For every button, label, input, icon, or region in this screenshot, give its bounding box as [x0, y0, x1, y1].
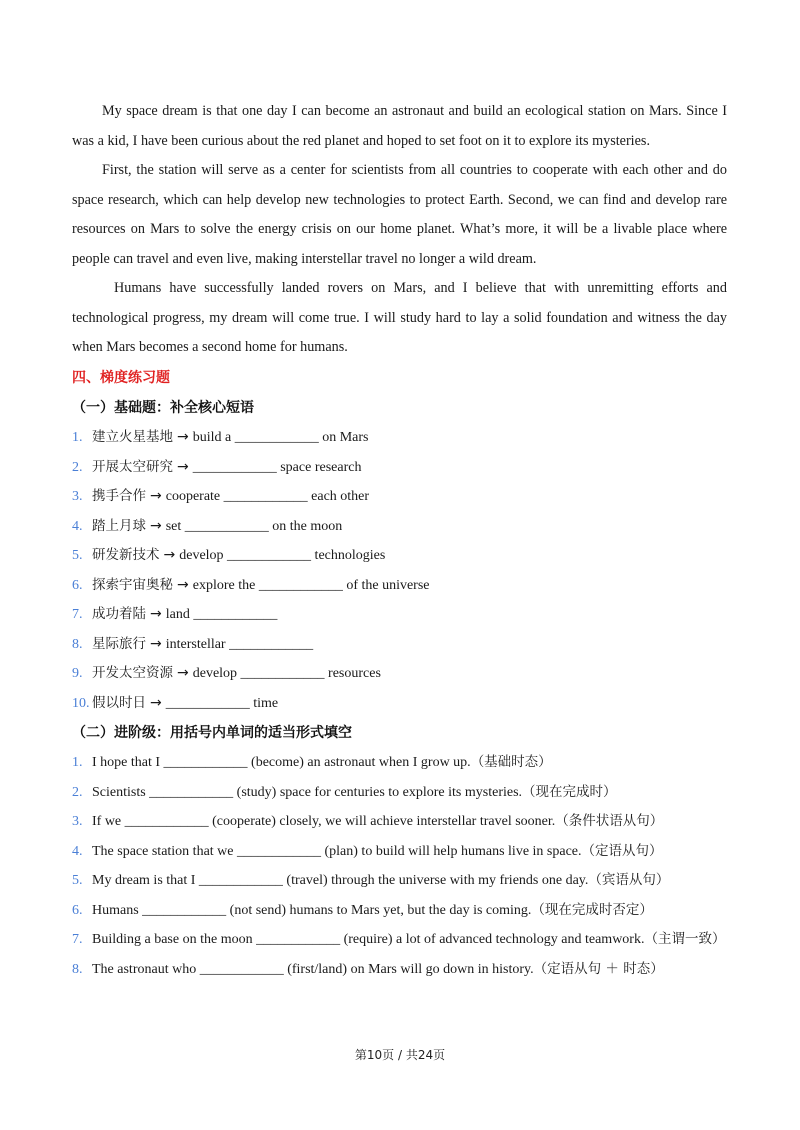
english-phrase: develop ____________ resources — [192, 666, 381, 681]
page-number: 第10页 / 共24页 — [354, 1048, 446, 1062]
list-item — [72, 807, 732, 837]
list-item — [72, 630, 732, 660]
section-title: 四、梯度练习题 — [72, 370, 170, 386]
grammar-note: （主谓一致） — [644, 931, 726, 947]
english-phrase: interstellar ____________ — [165, 636, 314, 652]
item-number: 4. — [72, 518, 83, 534]
english-phrase: ____________ time — [165, 695, 279, 711]
item-number: 10. — [72, 695, 90, 711]
chinese-phrase: 开展太空研究 — [92, 458, 173, 475]
fill-blank-exercise-list — [72, 748, 732, 984]
grammar-note: （基础时态） — [470, 754, 552, 770]
list-item — [72, 866, 732, 896]
grammar-note: （现在完成时） — [522, 783, 617, 800]
sentence-text: The astronaut who ____________ (first/land) on Mars will go down in history. — [92, 961, 534, 977]
arrow-icon: → — [150, 635, 162, 652]
item-number: 4. — [72, 843, 83, 859]
item-number: 7. — [72, 932, 83, 947]
item-number: 8. — [72, 961, 83, 977]
english-phrase: set ____________ on the moon — [165, 518, 343, 534]
sentence-text: If we ____________ (cooperate) closely, we will achieve interstellar travel sooner. — [92, 814, 556, 829]
sentence-text: Building a base on the moon ____________ (require) a lot of advanced technology and teamwork. — [92, 932, 645, 947]
sentence-text: The space station that we ____________ (plan) to build will help humans live in space. — [92, 843, 582, 859]
arrow-icon: → — [163, 547, 176, 563]
essay-paragraph-3: Humans have successfully landed rovers on Mars, and I believe that with unremitting efforts and technological progress, my dream will come true. I will study hard to lay a solid foundation and witness the day when Mars becomes a second home for humans. — [72, 280, 727, 355]
list-item — [72, 837, 732, 867]
part1-title: （一）基础题：补全核心短语 — [72, 400, 254, 416]
list-item — [72, 925, 732, 955]
chinese-phrase: 建立火星基地 — [92, 429, 173, 445]
arrow-icon: → — [177, 665, 189, 681]
chinese-phrase: 探索宇宙奥秘 — [92, 576, 173, 593]
chinese-phrase: 开发太空资源 — [92, 665, 173, 681]
english-phrase: land ____________ — [165, 607, 278, 622]
list-item — [72, 748, 732, 778]
arrow-icon: → — [177, 429, 189, 445]
list-item — [72, 689, 732, 719]
grammar-note: （定语从句） — [581, 842, 663, 859]
list-item — [72, 541, 732, 571]
item-number: 3. — [72, 489, 83, 504]
chinese-phrase: 携手合作 — [92, 488, 146, 504]
item-number: 8. — [72, 636, 83, 652]
item-number: 6. — [72, 902, 83, 918]
english-phrase: build a ____________ on Mars — [192, 430, 369, 445]
chinese-phrase: 踏上月球 — [92, 517, 146, 534]
arrow-icon: → — [150, 517, 162, 534]
chinese-phrase: 成功着陆 — [92, 606, 146, 622]
list-item — [72, 512, 732, 542]
arrow-icon: → — [177, 576, 189, 593]
grammar-note: （宾语从句） — [588, 872, 670, 888]
list-item — [72, 453, 732, 483]
item-number: 1. — [72, 430, 83, 445]
chinese-phrase: 研发新技术 — [92, 547, 160, 563]
arrow-icon: → — [150, 606, 162, 622]
item-number: 5. — [72, 873, 83, 888]
list-item — [72, 600, 732, 630]
item-number: 6. — [72, 577, 83, 593]
sentence-text: My dream is that I ____________ (travel) through the universe with my friends one day. — [92, 873, 589, 888]
chinese-phrase: 星际旅行 — [92, 635, 146, 652]
item-number: 5. — [72, 548, 83, 563]
item-number: 9. — [72, 666, 83, 681]
chinese-phrase: 假以时日 — [92, 694, 146, 711]
arrow-icon: → — [177, 458, 189, 475]
list-item — [72, 482, 732, 512]
list-item — [72, 423, 732, 453]
item-number: 2. — [72, 784, 83, 800]
list-item — [72, 659, 732, 689]
list-item — [72, 778, 732, 808]
sentence-text: Humans ____________ (not send) humans to Mars yet, but the day is coming. — [92, 902, 532, 918]
grammar-note: （条件状语从句） — [555, 813, 664, 829]
essay-paragraph-2: First, the station will serve as a center for scientists from all countries to cooperate with each other and do space research, which can help develop new technologies to protect Earth. Second, we can find and develop rare resources on Mars to solve the energy crisis on our home planet. What’s more, it will be a livable place where people can travel and even live, making interstellar travel no longer a wild dream. — [72, 162, 727, 267]
sentence-text: I hope that I ____________ (become) an astronaut when I grow up. — [92, 755, 471, 770]
phrase-exercise-list — [72, 423, 732, 718]
part2-title: （二）进阶级：用括号内单词的适当形式填空 — [72, 725, 352, 741]
sentence-text: Scientists ____________ (study) space for centuries to explore its mysteries. — [92, 784, 523, 800]
arrow-icon: → — [150, 488, 162, 504]
essay-paragraph-1: My space dream is that one day I can become an astronaut and build an ecological station on Mars. Since I was a kid, I have been curious about the red planet and hoped to set foot on it to explore its mysteries. — [72, 103, 727, 149]
arrow-icon: → — [150, 694, 162, 711]
english-phrase: explore the ____________ of the universe — [192, 577, 430, 593]
list-item — [72, 571, 732, 601]
english-phrase: cooperate ____________ each other — [165, 489, 370, 504]
item-number: 7. — [72, 607, 83, 622]
list-item — [72, 896, 732, 926]
english-phrase: develop ____________ technologies — [179, 548, 386, 563]
english-phrase: ____________ space research — [192, 459, 362, 475]
item-number: 3. — [72, 814, 83, 829]
grammar-note: （定语从句 ＋ 时态） — [533, 960, 664, 977]
item-number: 1. — [72, 755, 83, 770]
list-item — [72, 955, 732, 985]
grammar-note: （现在完成时否定） — [531, 901, 653, 918]
item-number: 2. — [72, 459, 83, 475]
